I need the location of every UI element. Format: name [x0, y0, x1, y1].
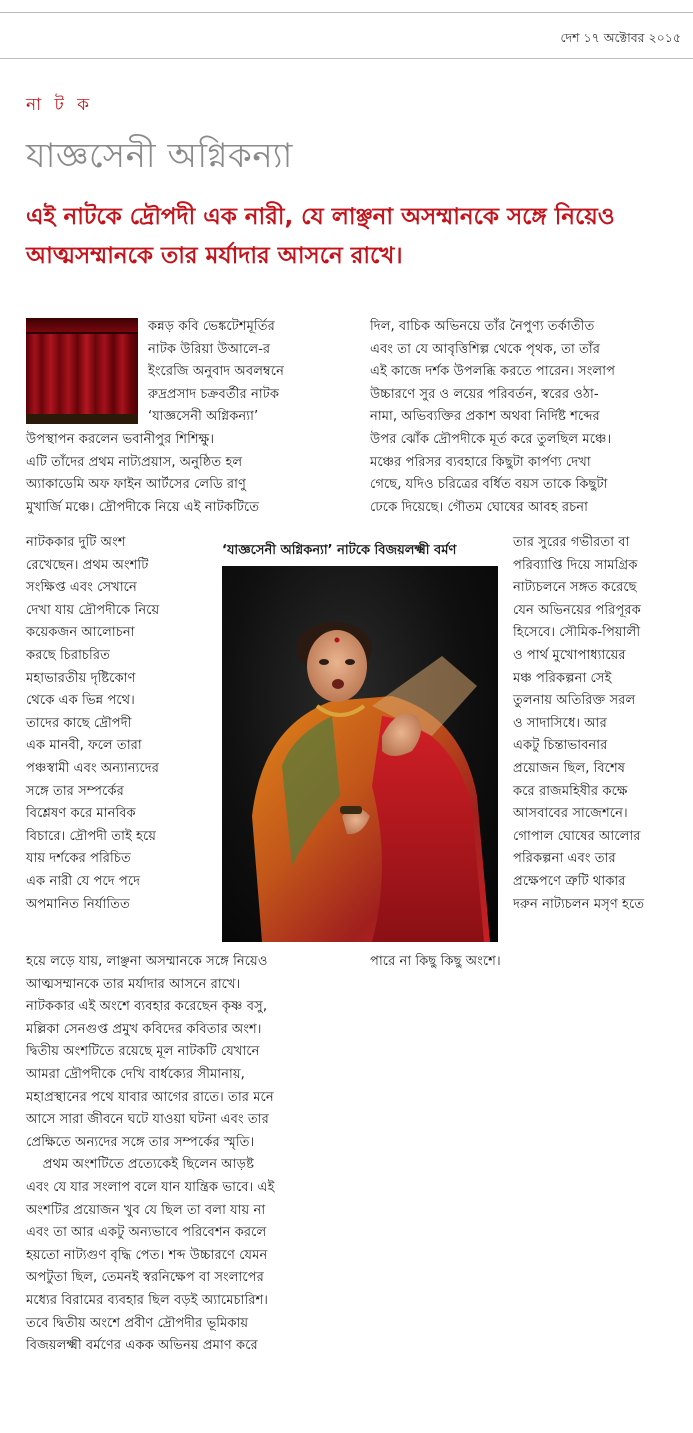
text-line: পরিকল্পনা এবং তার [513, 851, 616, 867]
text-line: নাটককার দুটি অংশ [26, 535, 126, 550]
text-line: পঞ্চস্বামী এবং অন্যান্যদের [26, 760, 159, 776]
text-line: পারে না কিছু কিছু অংশে। [370, 954, 501, 969]
text-line: প্রয়োজন ছিল, বিশেষ [513, 760, 626, 776]
text-line: আমরা দ্রৌপদীকে দেখি বার্ধক্যের সীমানায়, [26, 1066, 245, 1082]
col1-bottom-paragraph [26, 951, 274, 1358]
col1-narrow-paragraph [26, 532, 159, 916]
text-line: ঢেকে দিয়েছে। গৌতম ঘোষের আবহ রচনা [370, 499, 588, 515]
text-line: এবং তা যে আবৃত্তিশিল্প থেকে পৃথক, তা তাঁর [370, 341, 600, 357]
text-line: উপস্থাপন করলেন ভবানীপুর শিশিক্ষু। [26, 431, 215, 447]
actor-photo [222, 566, 498, 942]
text-line: নাটক উরিয়া উআলে-র [148, 341, 271, 357]
publication-date: দেশ ১৭ অক্টোবর ২০১৫ [560, 30, 681, 45]
text-line: এবং তা আর একটু অন্যভাবে পরিবেশন করলে [26, 1225, 267, 1241]
text-line: হয়তো নাট্যগুণ বৃদ্ধি পেত। শব্দ উচ্চারণে যেমন [26, 1247, 268, 1263]
text-line: নাট্যচলনে সঙ্গত করেছে [513, 580, 637, 596]
text-line: তবে দ্বিতীয় অংশে প্রবীণ দ্রৌপদীর ভূমিকায় [26, 1315, 249, 1331]
col1-top-paragraph [26, 316, 284, 519]
text-line: দিল, বাচিক অভিনয়ে তাঁর নৈপুণ্য তর্কাতীত [370, 319, 595, 334]
text-line: বিশ্লেষণ করে মানবিক [26, 806, 136, 822]
text-line: পরিব্যাপ্তি দিয়ে সামগ্রিক [513, 557, 638, 573]
text-line: হিসেবে। সৌমিক-পিয়ালী [513, 625, 641, 641]
text-line: করে রাজমহিষীর কক্ষে [513, 783, 628, 799]
text-line: বিজয়লক্ষ্মী বর্মণের একক অভিনয় প্রমাণ করে [26, 1338, 258, 1354]
text-line: উচ্চারণে সুর ও লয়ের পরিবর্তন, স্বরের ওঠা- [370, 386, 599, 402]
text-line: মধ্যের বিরামের ব্যবহার ছিল বড়ই অ্যামেচারিশ। [26, 1292, 269, 1308]
text-line: মঞ্চ পরিকল্পনা সেই [513, 670, 612, 686]
text-line: রুদ্রপ্রসাদ চক্রবর্তীর নাটক [148, 386, 280, 402]
text-line: প্রেক্ষিতে অন্যদের সঙ্গে তার সম্পর্কের স্মৃতি। [26, 1134, 255, 1150]
text-line: তাদের কাছে দ্রৌপদী [26, 715, 132, 731]
curtain-stage [26, 414, 138, 424]
actor-illustration [222, 566, 498, 942]
text-line: দেখা যায় দ্রৌপদীকে নিয়ে [26, 602, 160, 618]
photo-caption: ‘যাজ্ঞসেনী অগ্নিকন্যা’ নাটকে বিজয়লক্ষ্মী বর্মণ [222, 543, 457, 558]
section-label: না ট ক [26, 95, 94, 115]
text-line: তার সুরের গভীরতা বা [513, 535, 630, 550]
text-line: এটি তাঁদের প্রথম নাট্যপ্রয়াস, অনুষ্ঠিত হল [26, 454, 243, 470]
text-line: অ্যাকাডেমি অফ ফাইন আর্টসের লেডি রাণু [26, 477, 246, 493]
text-line: আত্মসম্মানকে তার মর্যাদার আসনে রাখে। [26, 976, 241, 992]
col2-narrow-paragraph [513, 532, 644, 916]
article-title: যাজ্ঞসেনী অগ্নিকন্যা [26, 136, 293, 176]
text-line: মহাভারতীয় দৃষ্টিকোণ [26, 670, 136, 686]
text-line: অপটুতা ছিল, তেমনই স্বরনিক্ষেপ বা সংলাপের [26, 1270, 264, 1286]
text-line: রেখেছেন। প্রথম অংশটি [26, 557, 149, 573]
text-line: অংশটির প্রয়োজন খুব যে ছিল তা বলা যায় না [26, 1202, 266, 1218]
text-line: ও সাদাসিধে। আর [513, 715, 607, 731]
text-line: নামা, অভিব্যক্তির প্রকাশ অথবা নির্দিষ্ট শব্দের [370, 409, 600, 425]
text-line: দ্বিতীয় অংশটিতে রয়েছে মূল নাটকটি যেখানে [26, 1044, 260, 1060]
text-line: এবং যে যার সংলাপ বলে যান যান্ত্রিক ভাবে। এই [26, 1179, 275, 1195]
top-line [0, 12, 693, 13]
text-line: প্রক্ষেপণে ত্রুটি থাকার [513, 873, 626, 889]
text-line: উপর ঝোঁক দ্রৌপদীকে মূর্ত করে তুলছিল মঞ্চে। [370, 431, 612, 447]
text-line: থেকে এক ভিন্ন পথে। [26, 693, 135, 709]
article-standfirst: এই নাটকে দ্রৌপদী এক নারী, যে লাঞ্ছনা অসম্মানকে সঙ্গে নিয়েও আত্মসম্মানকে তার মর্যাদার আসনে রাখে। [26, 204, 615, 269]
text-line: এক মানবী, ফলে তারা [26, 738, 142, 754]
text-line: দরুন নাট্যচলন মসৃণ হতে [513, 896, 645, 912]
text-line: যায় দর্শকের পরিচিত [26, 851, 131, 867]
text-line: তুলনায় অতিরিক্ত সরল [513, 693, 636, 709]
col2-bottom-paragraph [370, 951, 501, 974]
text-line: বিচারে। দ্রৌপদী তাই হয়ে [26, 828, 157, 844]
text-line: একটু চিন্তাভাবনার [513, 738, 608, 754]
text-line: ইংরেজি অনুবাদ অবলম্বনে [148, 364, 284, 380]
text-line: সংক্ষিপ্ত এবং সেখানে [26, 580, 137, 596]
text-line: ‘যাজ্ঞসেনী অগ্নিকন্যা’ [148, 409, 259, 425]
text-line: নাটককার এই অংশে ব্যবহার করেছেন কৃষ্ণ বসু, [26, 999, 268, 1015]
curtain-valance [26, 318, 138, 334]
text-line: ও পার্থ মুখোপাধ্যায়ের [513, 647, 626, 663]
text-line: যেন অভিনয়ের পরিপূরক [513, 602, 641, 618]
text-line: মল্লিকা সেনগুপ্ত প্রমুখ কবিদের কবিতার অংশ। [26, 1021, 262, 1037]
header-rule [0, 58, 693, 59]
text-line: গেছে, যদিও চরিত্রের বর্ধিত বয়স তাকে কিছুটা [370, 477, 608, 493]
text-line: কন্নড় কবি ভেঙ্কটেশমূর্তির [148, 319, 275, 334]
text-line: আসবাবের সাজেশনে। [513, 806, 628, 822]
text-line: করছে চিরাচরিত [26, 647, 110, 663]
text-line: সঙ্গে তার সম্পর্কের [26, 783, 124, 799]
text-line: গোপাল ঘোষের আলোর [513, 828, 641, 844]
text-line: অপমানিত নির্যাতিত [26, 896, 130, 912]
curtain-illustration [26, 318, 138, 424]
text-line: কয়েকজন আলোচনা [26, 625, 135, 641]
text-line: হয়ে লড়ে যায়, লাঞ্ছনা অসম্মানকে সঙ্গে নিয়েও [26, 954, 268, 969]
text-line: প্রথম অংশটিতে প্রত্যেকেই ছিলেন আড়ষ্ট [26, 1157, 255, 1173]
text-line: এক নারী যে পদে পদে [26, 873, 141, 889]
text-line: মুখার্জি মঞ্চে। দ্রৌপদীকে নিয়ে এই নাটকটিতে [26, 499, 260, 515]
text-line: এই কাজে দর্শক উপলব্ধি করতে পারেন। সংলাপ [370, 364, 616, 380]
text-line: আসে সারা জীবনে ঘটে যাওয়া ঘটনা এবং তার [26, 1112, 269, 1128]
text-line: মঞ্চের পরিসর ব্যবহারে কিছুটা কার্পণ্য দেখা [370, 454, 591, 470]
col2-top-paragraph [370, 316, 615, 519]
text-line: মহাপ্রস্থানের পথে যাবার আগের রাতে। তার মনে [26, 1089, 274, 1105]
